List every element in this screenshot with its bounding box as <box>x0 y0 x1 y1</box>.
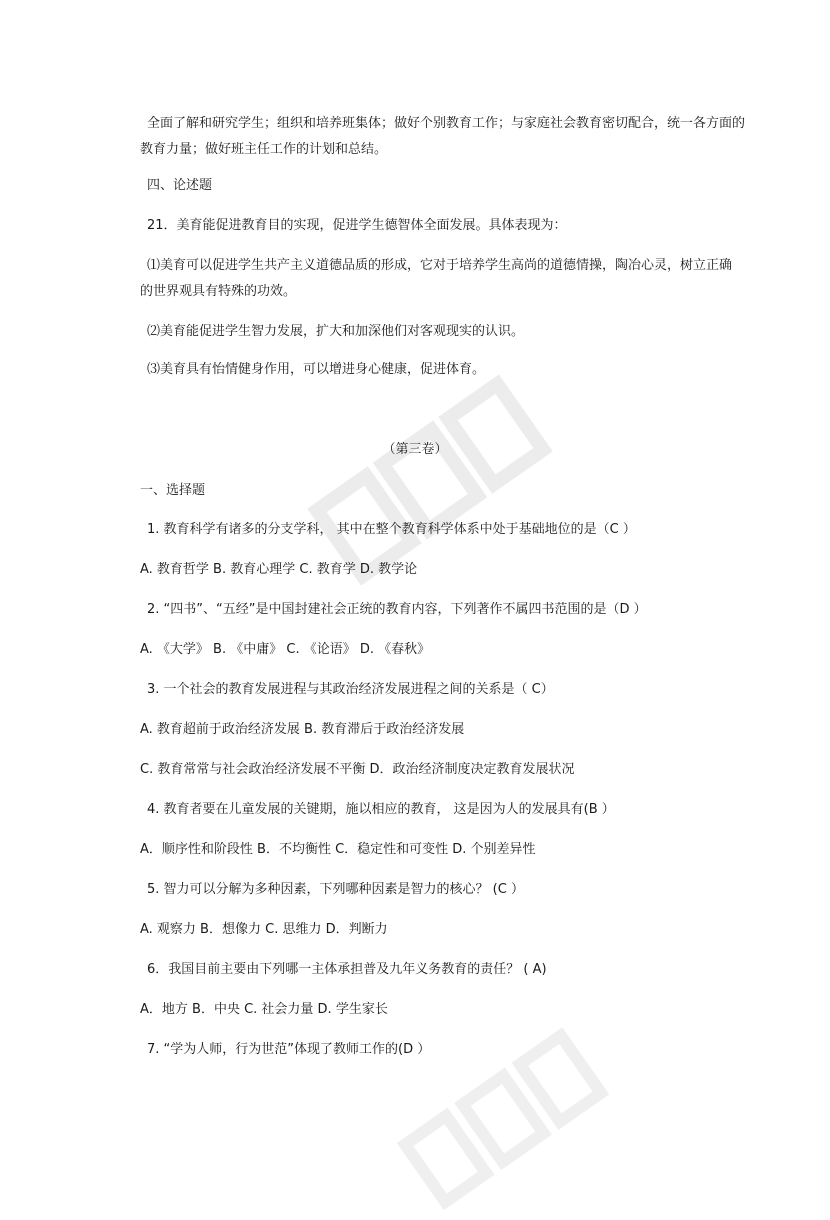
question-3-options-line1: A. 教育超前于政治经济发展 B. 教育滞后于政治经济发展 <box>140 722 465 737</box>
question-2-stem: 2. “四书”、“五经”是中国封建社会正统的教育内容，下列著作不属四书范围的是（D ） <box>147 602 647 617</box>
q21-stem: 21．美育能促进教育目的实现，促进学生德智体全面发展。具体表现为： <box>147 218 567 233</box>
question-4-stem: 4. 教育者要在儿童发展的关键期，施以相应的教育， 这是因为人的发展具有(B ） <box>147 802 615 817</box>
duties-line-1: 全面了解和研究学生；组织和培养班集体；做好个别教育工作；与家庭社会教育密切配合，统一各方面的 <box>147 116 746 131</box>
section4-heading: 四、论述题 <box>147 178 213 193</box>
question-6-options: A．地方 B．中央 C. 社会力量 D. 学生家长 <box>140 1002 388 1017</box>
question-1-stem: 1. 教育科学有诸多的分支学科， 其中在整个教育科学体系中处于基础地位的是（C ） <box>147 522 636 537</box>
q21-point1-line2: 的世界观具有特殊的功效。 <box>140 284 297 299</box>
q21-point3: ⑶美育具有怡情健身作用，可以增进身心健康，促进体育。 <box>147 362 486 377</box>
duties-line-2: 教育力量；做好班主任工作的计划和总结。 <box>140 142 388 157</box>
question-3-stem: 3. 一个社会的教育发展进程与其政治经济发展进程之间的关系是（ C） <box>147 682 554 697</box>
question-4-options: A．顺序性和阶段性 B．不均衡性 C．稳定性和可变性 D. 个别差异性 <box>140 842 536 857</box>
question-6-stem: 6．我国目前主要由下列哪一主体承担普及九年义务教育的责任？ ( A) <box>147 962 547 977</box>
question-7-stem: 7. “学为人师，行为世范”体现了教师工作的(D ） <box>147 1042 431 1057</box>
question-5-options: A. 观察力 B．想像力 C. 思维力 D．判断力 <box>140 922 388 937</box>
question-2-options: A. 《大学》 B. 《中庸》 C. 《论语》 D. 《春秋》 <box>140 642 431 657</box>
question-5-stem: 5. 智力可以分解为多种因素，下列哪种因素是智力的核心？ (C ） <box>147 882 524 897</box>
section1-heading: 一、选择题 <box>140 483 206 498</box>
q21-point1-line1: ⑴美育可以促进学生共产主义道德品质的形成，它对于培养学生高尚的道德情操，陶冶心灵，树立正确 <box>147 258 733 273</box>
question-1-options: A. 教育哲学 B. 教育心理学 C. 教育学 D. 教学论 <box>140 562 418 577</box>
volume-title: （第三卷） <box>382 442 448 457</box>
q21-point2: ⑵美育能促进学生智力发展，扩大和加深他们对客观现实的认识。 <box>147 324 525 339</box>
question-3-options-line2: C. 教育常常与社会政治经济发展不平衡 D．政治经济制度决定教育发展状况 <box>140 762 575 777</box>
